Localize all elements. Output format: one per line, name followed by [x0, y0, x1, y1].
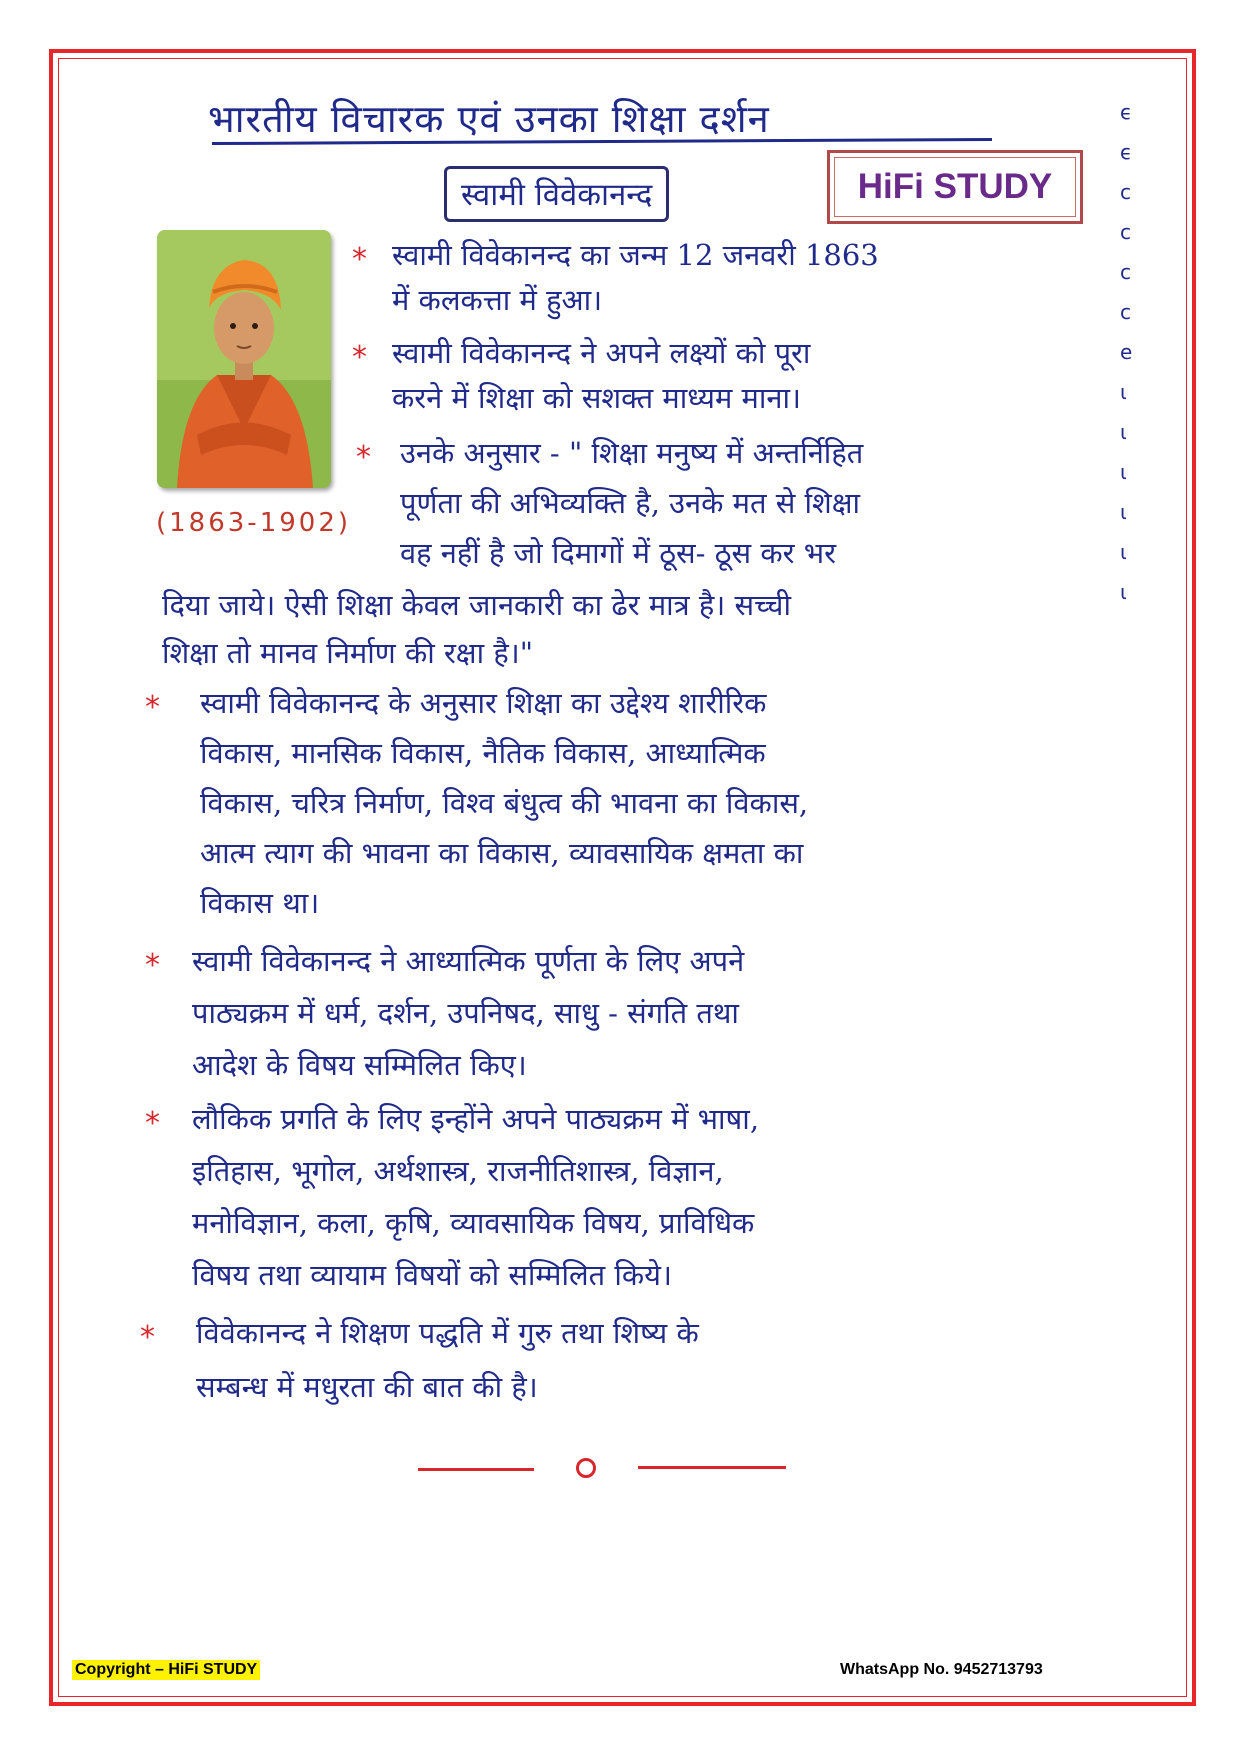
- text-line: आत्म त्याग की भावना का विकास, व्यावसायिक क्षमता का: [200, 836, 804, 870]
- text-line: पूर्णता की अभिव्यक्ति है, उनके मत से शिक्षा: [400, 486, 861, 520]
- bullet-star-icon: *: [145, 948, 160, 983]
- text-line: विषय तथा व्यायाम विषयों को सम्मिलित किये।: [192, 1258, 672, 1292]
- text-line: स्वामी विवेकानन्द ने अपने लक्ष्यों को पूरा: [392, 336, 811, 370]
- text-line: इतिहास, भूगोल, अर्थशास्त्र, राजनीतिशास्त्र, विज्ञान,: [192, 1154, 724, 1188]
- text-line: वह नहीं है जो दिमागों में ठूस- ठूस कर भर: [400, 536, 836, 570]
- text-line: पाठ्यक्रम में धर्म, दर्शन, उपनिषद, साधु - संगति तथा: [192, 996, 739, 1030]
- text-line: स्वामी विवेकानन्द के अनुसार शिक्षा का उद्देश्य शारीरिक: [200, 686, 767, 720]
- whatsapp-contact: WhatsApp No. 9452713793: [840, 1661, 1043, 1678]
- text-line: करने में शिक्षा को सशक्त माध्यम माना।: [392, 381, 801, 415]
- end-divider-right: [638, 1466, 786, 1469]
- notebook-margin-marks: ϵ ϵ c c c c e ι ι ι ι ι ι: [1120, 100, 1133, 604]
- portrait-photo: [157, 230, 331, 488]
- end-divider-circle-icon: [576, 1458, 596, 1478]
- text-line: आदेश के विषय सम्मिलित किए।: [192, 1048, 527, 1082]
- text-line: विकास था।: [200, 886, 320, 920]
- page-title: भारतीय विचारक एवं उनका शिक्षा दर्शन: [208, 97, 770, 141]
- text-line: स्वामी विवेकानन्द का जन्म 12 जनवरी 1863: [392, 238, 879, 272]
- brand-logo-box: [827, 150, 1083, 224]
- text-line: में कलकत्ता में हुआ।: [392, 283, 603, 317]
- text-line: विवेकानन्द ने शिक्षण पद्धति में गुरु तथा शिष्य के: [196, 1316, 699, 1350]
- copyright-notice: Copyright – HiFi STUDY: [72, 1660, 260, 1680]
- bullet-star-icon: *: [356, 440, 371, 475]
- portrait-illustration: [157, 230, 331, 488]
- text-line: सम्बन्ध में मधुरता की बात की है।: [196, 1370, 538, 1404]
- life-years: (1863-1902): [156, 508, 352, 538]
- text-line: उनके अनुसार - " शिक्षा मनुष्य में अन्तर्निहित: [400, 436, 864, 470]
- text-line: स्वामी विवेकानन्द ने आध्यात्मिक पूर्णता के लिए अपने: [192, 944, 745, 978]
- bullet-star-icon: *: [145, 1106, 160, 1141]
- text-line: मनोविज्ञान, कला, कृषि, व्यावसायिक विषय, प्राविधिक: [192, 1206, 755, 1240]
- subtitle-box: स्वामी विवेकानन्द: [444, 166, 669, 222]
- bullet-star-icon: *: [352, 340, 367, 375]
- text-line: लौकिक प्रगति के लिए इन्होंने अपने पाठ्यक्रम में भाषा,: [192, 1102, 760, 1136]
- brand-name: HiFi STUDY: [857, 167, 1053, 206]
- bullet-star-icon: *: [145, 690, 160, 725]
- text-line: दिया जाये। ऐसी शिक्षा केवल जानकारी का ढेर मात्र है। सच्ची: [162, 588, 791, 622]
- text-line: शिक्षा तो मानव निर्माण की रक्षा है।": [162, 636, 534, 670]
- bullet-star-icon: *: [140, 1320, 155, 1355]
- text-line: विकास, चरित्र निर्माण, विश्व बंधुत्व की भावना का विकास,: [200, 786, 809, 820]
- bullet-star-icon: *: [352, 242, 367, 277]
- text-line: विकास, मानसिक विकास, नैतिक विकास, आध्यात्मिक: [200, 736, 766, 770]
- end-divider-left: [418, 1468, 534, 1471]
